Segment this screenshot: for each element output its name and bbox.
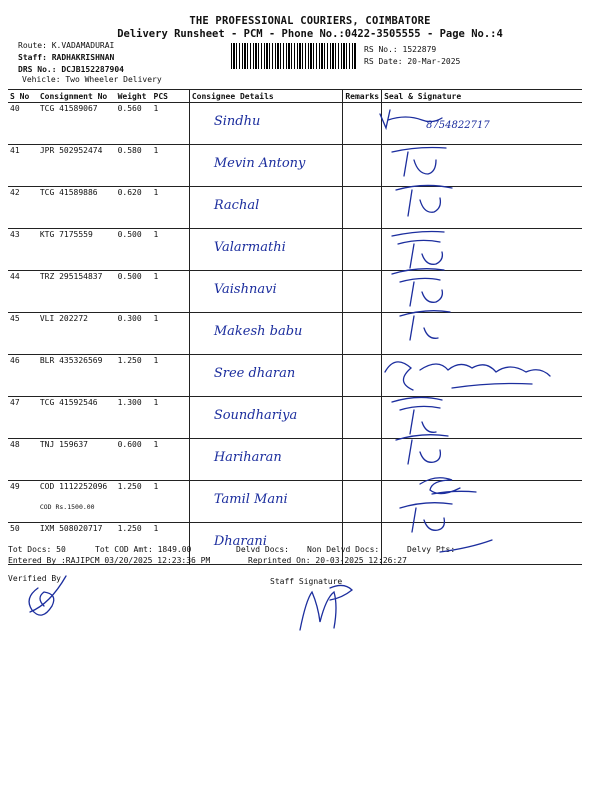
row-consignment: [38, 271, 116, 313]
table-row: [8, 481, 582, 523]
consignee-handwritten-name: Sindhu: [213, 114, 261, 129]
row-weight: 1.250: [116, 481, 152, 523]
row-weight: 0.500: [116, 229, 152, 271]
row-sno: 46: [8, 355, 38, 397]
row-remarks: [343, 397, 382, 439]
row-weight: 0.300: [116, 313, 152, 355]
row-consignee: [189, 481, 343, 523]
row-seal: [382, 145, 582, 187]
col-seal: Seal & Signature: [382, 90, 582, 103]
non-delivered-docs: Non Delvd Docs:: [307, 545, 380, 554]
row-seal: [382, 271, 582, 313]
row-pcs: 1: [152, 355, 190, 397]
cod-amount: COD Rs.1500.00: [39, 503, 95, 511]
row-consignment: [38, 397, 116, 439]
staff-signature: [300, 585, 352, 630]
row-weight: 1.300: [116, 397, 152, 439]
route-label: Route: K.VADAMADURAI: [18, 41, 115, 50]
row-pcs: 1: [152, 523, 190, 565]
row-sno: 41: [8, 145, 38, 187]
row-pcs: 1: [152, 187, 190, 229]
consignment-number: BLR 435326569: [39, 356, 103, 365]
row-remarks: [343, 481, 382, 523]
row-sno: 42: [8, 187, 38, 229]
consignment-number: COD 1112252096: [39, 482, 108, 491]
row-seal: [382, 481, 582, 523]
row-consignment: [38, 103, 116, 145]
consignee-handwritten-name: Dharani: [213, 534, 267, 549]
row-remarks: [343, 103, 382, 145]
row-weight: 0.500: [116, 271, 152, 313]
row-pcs: 1: [152, 271, 190, 313]
runsheet-table: [8, 89, 582, 565]
row-consignment: [38, 481, 116, 523]
consignee-handwritten-name: Sree dharan: [213, 366, 296, 381]
barcode: [231, 43, 357, 69]
row-seal: [382, 439, 582, 481]
row-weight: 1.250: [116, 355, 152, 397]
consignee-handwritten-name: Valarmathi: [213, 240, 286, 255]
delivered-docs: Delvd Docs:: [236, 545, 289, 554]
consignee-handwritten-name: Makesh babu: [213, 324, 303, 339]
row-consignment: [38, 145, 116, 187]
row-consignee: [189, 313, 343, 355]
col-remarks: Remarks: [343, 90, 382, 103]
table-row: [8, 313, 582, 355]
row-consignee: [189, 187, 343, 229]
row-weight: 0.600: [116, 439, 152, 481]
row-sno: 40: [8, 103, 38, 145]
row-consignee: [189, 397, 343, 439]
consignment-number: JPR 502952474: [39, 146, 103, 155]
row-sno: 49: [8, 481, 38, 523]
row-seal: [382, 187, 582, 229]
consignment-number: TNJ 159637: [39, 440, 88, 449]
row-remarks: [343, 313, 382, 355]
verified-by-label: Verified By: [8, 574, 61, 583]
row-pcs: 1: [152, 229, 190, 271]
row-pcs: 1: [152, 313, 190, 355]
consignee-handwritten-name: Hariharan: [213, 450, 282, 465]
total-cod-amount: Tot COD Amt: 1849.00: [95, 545, 192, 554]
row-remarks: [343, 229, 382, 271]
consignee-handwritten-name: Tamil Mani: [213, 492, 288, 507]
consignment-number: TCG 41589886: [39, 188, 98, 197]
vehicle-label: Vehicle: Two Wheeler Delivery: [22, 75, 162, 84]
col-pcs: PCS: [152, 90, 190, 103]
staff-signature-label: Staff Signature: [270, 577, 343, 586]
consignment-number: VLI 202272: [39, 314, 88, 323]
rs-number: RS No.: 1522879: [364, 45, 437, 54]
table-header-row: [8, 90, 582, 103]
row-sno: 50: [8, 523, 38, 565]
consignment-number: TCG 41592546: [39, 398, 98, 407]
drs-number: DRS No.: DCJB152287904: [18, 65, 124, 74]
col-weight: Weight: [116, 90, 152, 103]
row-sno: 47: [8, 397, 38, 439]
row-sno: 48: [8, 439, 38, 481]
total-docs: Tot Docs: 50: [8, 545, 66, 554]
row-seal: [382, 397, 582, 439]
row-consignment: [38, 313, 116, 355]
row-pcs: 1: [152, 145, 190, 187]
col-consignment: Consignment No: [38, 90, 116, 103]
staff-label: Staff: RADHAKRISHNAN: [18, 53, 115, 62]
row-remarks: [343, 271, 382, 313]
row-consignee: [189, 439, 343, 481]
col-consignee: Consignee Details: [189, 90, 343, 103]
row-consignment: [38, 229, 116, 271]
row-weight: 0.580: [116, 145, 152, 187]
row-sno: 45: [8, 313, 38, 355]
row-consignment: [38, 187, 116, 229]
row-remarks: [343, 355, 382, 397]
row-sno: 43: [8, 229, 38, 271]
delivery-points: Delvy Pts:: [407, 545, 456, 554]
company-title: THE PROFESSIONAL COURIERS, COIMBATORE: [189, 15, 431, 27]
table-row: [8, 187, 582, 229]
row-pcs: 1: [152, 397, 190, 439]
reprinted-on: Reprinted On: 20-03-2025 12:26:27: [248, 556, 407, 565]
table-row: [8, 145, 582, 187]
consignee-handwritten-name: Vaishnavi: [213, 282, 277, 297]
row-weight: 0.620: [116, 187, 152, 229]
table-row: [8, 271, 582, 313]
handwritten-phone: 8754822717: [426, 120, 490, 131]
row-consignee: [189, 229, 343, 271]
row-pcs: 1: [152, 481, 190, 523]
consignment-number: TRZ 295154837: [39, 272, 103, 281]
row-seal: [382, 103, 582, 145]
table-row: [8, 439, 582, 481]
row-remarks: [343, 145, 382, 187]
row-pcs: 1: [152, 103, 190, 145]
consignee-handwritten-name: Rachal: [213, 198, 260, 213]
table-row: [8, 397, 582, 439]
runsheet-subtitle: Delivery Runsheet - PCM - Phone No.:0422-3505555 - Page No.:4: [117, 28, 503, 40]
row-seal: [382, 523, 582, 565]
row-seal: [382, 355, 582, 397]
rs-date: RS Date: 20-Mar-2025: [364, 57, 461, 66]
row-consignment: [38, 439, 116, 481]
row-seal: [382, 229, 582, 271]
consignee-handwritten-name: Soundhariya: [213, 408, 298, 423]
consignment-number: IXM 508020717: [39, 524, 103, 533]
row-consignee: [189, 145, 343, 187]
table-row: [8, 229, 582, 271]
consignment-number: KTG 7175559: [39, 230, 93, 239]
consignee-handwritten-name: Mevin Antony: [213, 156, 306, 171]
row-remarks: [343, 439, 382, 481]
row-sno: 44: [8, 271, 38, 313]
row-pcs: 1: [152, 439, 190, 481]
consignment-number: TCG 41589067: [39, 104, 98, 113]
entered-by: Entered By :RAJIPCM 03/20/2025 12:23:36 PM: [8, 556, 211, 565]
row-consignment: [38, 355, 116, 397]
row-seal: [382, 313, 582, 355]
table-row: [8, 103, 582, 145]
table-row: [8, 355, 582, 397]
row-remarks: [343, 187, 382, 229]
row-consignee: [189, 103, 343, 145]
col-sno: S No: [8, 90, 38, 103]
row-weight: 1.250: [116, 523, 152, 565]
row-consignee: [189, 271, 343, 313]
row-weight: 0.560: [116, 103, 152, 145]
row-consignee: [189, 355, 343, 397]
